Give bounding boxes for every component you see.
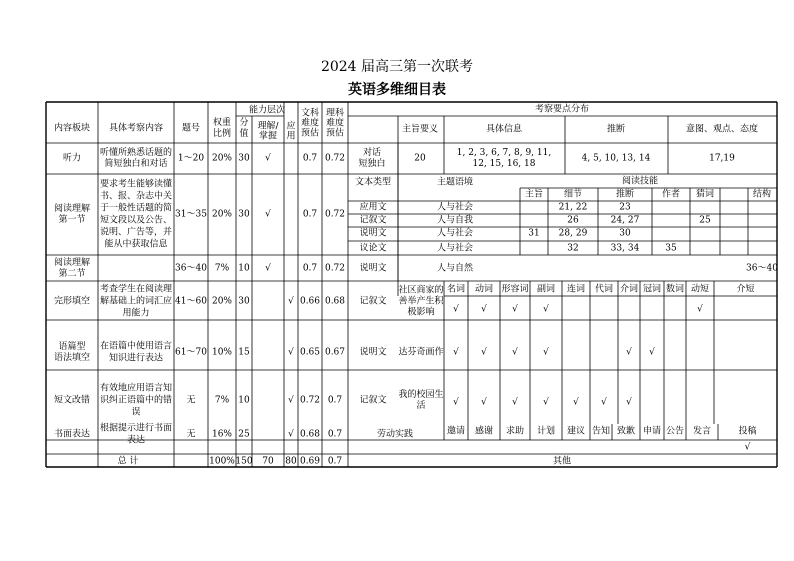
correction-weight: 7% xyxy=(214,395,230,406)
listening-score: 30 xyxy=(238,153,250,164)
header-skill-detail: 细节 xyxy=(563,189,583,200)
pos-header-4: 连词 xyxy=(566,284,586,295)
reading1-weight: 20% xyxy=(211,209,233,220)
cloze-theme: 社区商家的 xyxy=(398,285,444,296)
cloze-content: 考查学生在阅读理 xyxy=(99,284,173,295)
total-understand: 70 xyxy=(262,456,274,467)
grammar-score: 15 xyxy=(238,347,250,358)
header-skills: 阅读技能 xyxy=(621,176,659,187)
reading2-q: 36～40 xyxy=(175,263,207,274)
reading2-sci: 0.72 xyxy=(324,263,346,274)
pos-header-2: 形容词 xyxy=(501,284,529,295)
writing-block: 书面表达 xyxy=(53,429,91,440)
total-weight: 100% xyxy=(209,456,235,467)
exam-title: 2024 届高三第一次联考 xyxy=(320,59,474,75)
reading1-content: 说明、广告等，并 xyxy=(99,227,173,238)
grammar-lit: 0.65 xyxy=(299,347,321,358)
pos-header-9: 动短 xyxy=(690,284,710,295)
listening-main: 20 xyxy=(414,153,426,164)
cloze-lit: 0.66 xyxy=(299,296,321,307)
listening-sub: 对话 xyxy=(362,148,382,158)
reading1-theme: 人与社会 xyxy=(436,228,474,239)
reading1-q: 31～35 xyxy=(175,209,207,220)
reading1-content: 书、报、杂志中关 xyxy=(99,191,173,202)
listening-q: 1～20 xyxy=(177,153,205,164)
pos-header-7: 冠词 xyxy=(642,284,662,295)
total-apply: 80 xyxy=(285,456,297,467)
cloze-check: √ xyxy=(288,296,294,307)
reading1-skill-infer: 23 xyxy=(619,202,631,213)
writing-sci: 0.7 xyxy=(327,429,343,440)
header-distribution: 考察要点分布 xyxy=(534,104,590,115)
listening-infer: 4, 5, 10, 13, 14 xyxy=(581,153,651,164)
header-score: 值 xyxy=(239,129,249,139)
listening-lit: 0.7 xyxy=(302,153,318,164)
correction-check: √ xyxy=(288,395,294,406)
header-text-type: 文本类型 xyxy=(354,177,392,188)
reading2-type: 说明文 xyxy=(359,263,387,274)
total-lit: 0.69 xyxy=(299,456,321,467)
correction-q: 无 xyxy=(186,395,196,406)
total-score: 150 xyxy=(235,456,253,467)
header-theme: 主题语境 xyxy=(436,177,474,188)
pos-header-6: 介词 xyxy=(619,284,639,295)
reading1-theme: 人与自我 xyxy=(436,215,474,226)
cloze-mark-1: √ xyxy=(481,304,487,315)
listening-details: 12, 15, 16, 18 xyxy=(472,159,536,169)
reading1-skill-detail: 21, 22 xyxy=(558,202,588,213)
correction-score: 10 xyxy=(238,395,250,406)
grammar-sci: 0.67 xyxy=(324,347,346,358)
header-lit-diff: 难度 xyxy=(300,118,320,129)
writing-score: 25 xyxy=(238,429,250,440)
pos-header-1: 动词 xyxy=(474,284,494,295)
correction-sci: 0.7 xyxy=(327,395,343,406)
grammar-mark-7: √ xyxy=(649,347,655,358)
grammar-block: 语篇型 xyxy=(58,342,86,352)
total-sci: 0.7 xyxy=(327,456,343,467)
reading2-weight: 7% xyxy=(214,263,230,274)
genre-4: 建议 xyxy=(566,426,586,437)
header-content-block: 内容板块 xyxy=(53,123,91,134)
writing-weight: 16% xyxy=(211,429,233,440)
correction-theme: 我的校园生 xyxy=(398,390,444,400)
reading1-skill-author: 35 xyxy=(665,243,677,254)
reading1-content: 于一般性话题的简 xyxy=(99,203,173,214)
reading2-check: √ xyxy=(265,263,271,274)
grammar-mark-1: √ xyxy=(481,347,487,358)
genre-8: 公告 xyxy=(665,426,685,437)
listening-intent: 17,19 xyxy=(709,153,735,164)
header-sci-diff: 理科 xyxy=(325,108,345,119)
total-label: 总 计 xyxy=(117,456,139,467)
correction-mark-2: √ xyxy=(512,397,518,408)
header-sci-diff: 难度 xyxy=(325,118,345,129)
pos-header-8: 数词 xyxy=(665,284,685,295)
pos-header-5: 代词 xyxy=(594,284,614,295)
table-title: 英语多维细目表 xyxy=(348,82,446,98)
header-skill-author: 作者 xyxy=(661,189,681,200)
grammar-content: 知识进行表达 xyxy=(108,353,164,364)
correction-type: 记叙文 xyxy=(359,395,387,406)
listening-sub: 短独白 xyxy=(358,159,386,169)
cloze-mark-0: √ xyxy=(453,304,459,315)
cloze-content: 用能力 xyxy=(122,308,150,319)
grammar-content: 在语篇中使用语言 xyxy=(99,341,173,352)
grammar-mark-3: √ xyxy=(543,347,549,358)
reading1-skill-infer: 30 xyxy=(619,228,631,239)
writing-content: 根据提示进行书面 xyxy=(99,423,173,434)
reading1-skill-guess: 25 xyxy=(699,215,711,226)
writing-check: √ xyxy=(288,429,294,440)
correction-theme: 活 xyxy=(416,401,426,411)
header-lit-diff: 预估 xyxy=(300,128,320,139)
cloze-theme: 极影响 xyxy=(407,307,435,318)
genre-10: 投稿 xyxy=(738,426,757,437)
reading1-type: 应用文 xyxy=(359,202,387,213)
header-understand: 掌握 xyxy=(258,131,278,142)
header-lit-diff: 文科 xyxy=(300,108,320,119)
cloze-q: 41～60 xyxy=(175,296,207,307)
reading1-type: 说明文 xyxy=(359,228,387,239)
correction-mark-1: √ xyxy=(481,397,487,408)
correction-lit: 0.72 xyxy=(299,395,321,406)
reading2-lit: 0.7 xyxy=(302,263,318,274)
genre-6: 致歉 xyxy=(616,426,636,437)
header-weight: 权重 xyxy=(212,118,232,128)
reading2-theme: 人与自然 xyxy=(436,263,474,274)
reading1-type: 记叙文 xyxy=(359,215,387,226)
reading1-skill-infer: 33, 34 xyxy=(610,243,640,254)
genre-5: 告知 xyxy=(591,426,611,437)
header-main-idea: 主旨要义 xyxy=(401,124,439,135)
writing-content: 表达 xyxy=(126,435,146,446)
reading1-sci: 0.72 xyxy=(324,209,346,220)
cloze-mark-9: √ xyxy=(697,304,703,315)
header-skill-guess: 猜词 xyxy=(695,189,715,200)
header-score: 分 xyxy=(239,118,249,128)
reading2-block: 第二节 xyxy=(58,269,86,279)
header-apply: 用 xyxy=(286,131,296,142)
header-weight: 比例 xyxy=(212,129,232,139)
grammar-mark-6: √ xyxy=(626,347,632,358)
header-qnum: 题号 xyxy=(181,123,201,134)
genre-1: 感谢 xyxy=(474,426,494,437)
correction-content: 有效地应用语言知 xyxy=(99,383,173,394)
header-ability: 能力层次 xyxy=(248,105,286,116)
pos-header-10: 介短 xyxy=(736,284,755,295)
header-skill-infer: 推断 xyxy=(615,189,635,200)
listening-sci: 0.72 xyxy=(324,153,346,164)
grammar-weight: 10% xyxy=(211,347,233,358)
header-skill-main: 主旨 xyxy=(524,189,544,200)
writing-lit: 0.68 xyxy=(299,429,321,440)
reading1-content: 能从中获取信息 xyxy=(104,239,168,250)
grammar-q: 61～70 xyxy=(175,347,207,358)
reading2-score: 10 xyxy=(238,263,250,274)
listening-weight: 20% xyxy=(211,153,233,164)
grammar-mark-2: √ xyxy=(512,347,518,358)
header-sci-diff: 预估 xyxy=(325,128,345,139)
total-other: 其他 xyxy=(552,456,572,467)
reading1-type: 议论文 xyxy=(359,243,387,254)
reading1-skill-main: 31 xyxy=(528,228,540,239)
correction-content: 误 xyxy=(131,407,141,418)
writing-theme: 劳动实践 xyxy=(376,429,414,440)
reading1-block: 阅读理解 xyxy=(53,204,91,214)
header-specific: 具体考察内容 xyxy=(108,123,164,134)
reading1-theme: 人与社会 xyxy=(436,202,474,213)
reading1-content: 短文段以及公告、 xyxy=(99,215,173,226)
reading1-block: 第一节 xyxy=(58,215,86,225)
header-details: 具体信息 xyxy=(485,124,523,135)
correction-mark-0: √ xyxy=(453,397,459,408)
reading1-content: 要求考生能够读懂 xyxy=(99,179,173,190)
cloze-type: 记叙文 xyxy=(359,296,387,307)
listening-content: 简短独白和对话 xyxy=(104,159,168,169)
header-understand: 理解/ xyxy=(257,121,279,132)
cloze-content: 解基础上的词汇应 xyxy=(99,296,173,307)
genre-2: 求助 xyxy=(505,426,525,437)
correction-block: 短文改错 xyxy=(53,395,91,406)
correction-content: 识纠正语篇中的错 xyxy=(99,395,173,406)
reading1-skill-infer: 24, 27 xyxy=(610,215,640,226)
genre-7: 申请 xyxy=(642,426,662,437)
cloze-mark-2: √ xyxy=(512,304,518,315)
header-intent: 意图、观点、态度 xyxy=(685,124,759,135)
genre-0: 邀请 xyxy=(446,426,466,437)
cloze-weight: 20% xyxy=(211,296,233,307)
correction-mark-6: √ xyxy=(626,397,632,408)
header-infer: 推断 xyxy=(606,124,626,135)
writing-mark-10: √ xyxy=(744,442,751,453)
reading1-check: √ xyxy=(265,209,271,220)
cloze-score: 30 xyxy=(238,296,250,307)
correction-mark-4: √ xyxy=(573,397,579,408)
header-apply: 应 xyxy=(286,121,296,132)
listening-details: 1, 2, 3, 6, 7, 8, 9, 11, xyxy=(456,148,552,158)
grammar-block: 语法填空 xyxy=(53,353,91,363)
listening-content: 听懂所熟悉话题的 xyxy=(99,148,173,158)
listening-check: √ xyxy=(265,153,271,164)
grammar-theme: 达芬奇画作 xyxy=(398,347,444,358)
listening-block: 听力 xyxy=(62,153,82,164)
genre-3: 计划 xyxy=(536,426,556,437)
cloze-mark-3: √ xyxy=(543,304,549,315)
reading1-score: 30 xyxy=(238,209,250,220)
reading1-skill-detail: 28, 29 xyxy=(558,228,588,239)
reading1-skill-detail: 26 xyxy=(567,215,579,226)
correction-mark-5: √ xyxy=(601,397,607,408)
cloze-block: 完形填空 xyxy=(53,296,91,307)
pos-header-0: 名词 xyxy=(446,284,466,295)
cloze-sci: 0.68 xyxy=(324,296,346,307)
header-skill-struct: 结构 xyxy=(752,189,772,200)
reading1-lit: 0.7 xyxy=(302,209,318,220)
pos-header-3: 副词 xyxy=(536,284,556,295)
reading2-struct: 36～40 xyxy=(746,263,778,274)
grammar-mark-0: √ xyxy=(453,347,459,358)
correction-mark-3: √ xyxy=(543,397,549,408)
writing-q: 无 xyxy=(186,429,196,440)
cloze-theme: 善举产生积 xyxy=(398,296,444,307)
reading1-theme: 人与社会 xyxy=(436,243,474,254)
grammar-check: √ xyxy=(288,347,294,358)
reading2-block: 阅读理解 xyxy=(53,258,91,268)
reading1-skill-detail: 32 xyxy=(567,243,579,254)
genre-9: 发言 xyxy=(692,426,712,437)
grammar-type: 说明文 xyxy=(359,347,387,358)
